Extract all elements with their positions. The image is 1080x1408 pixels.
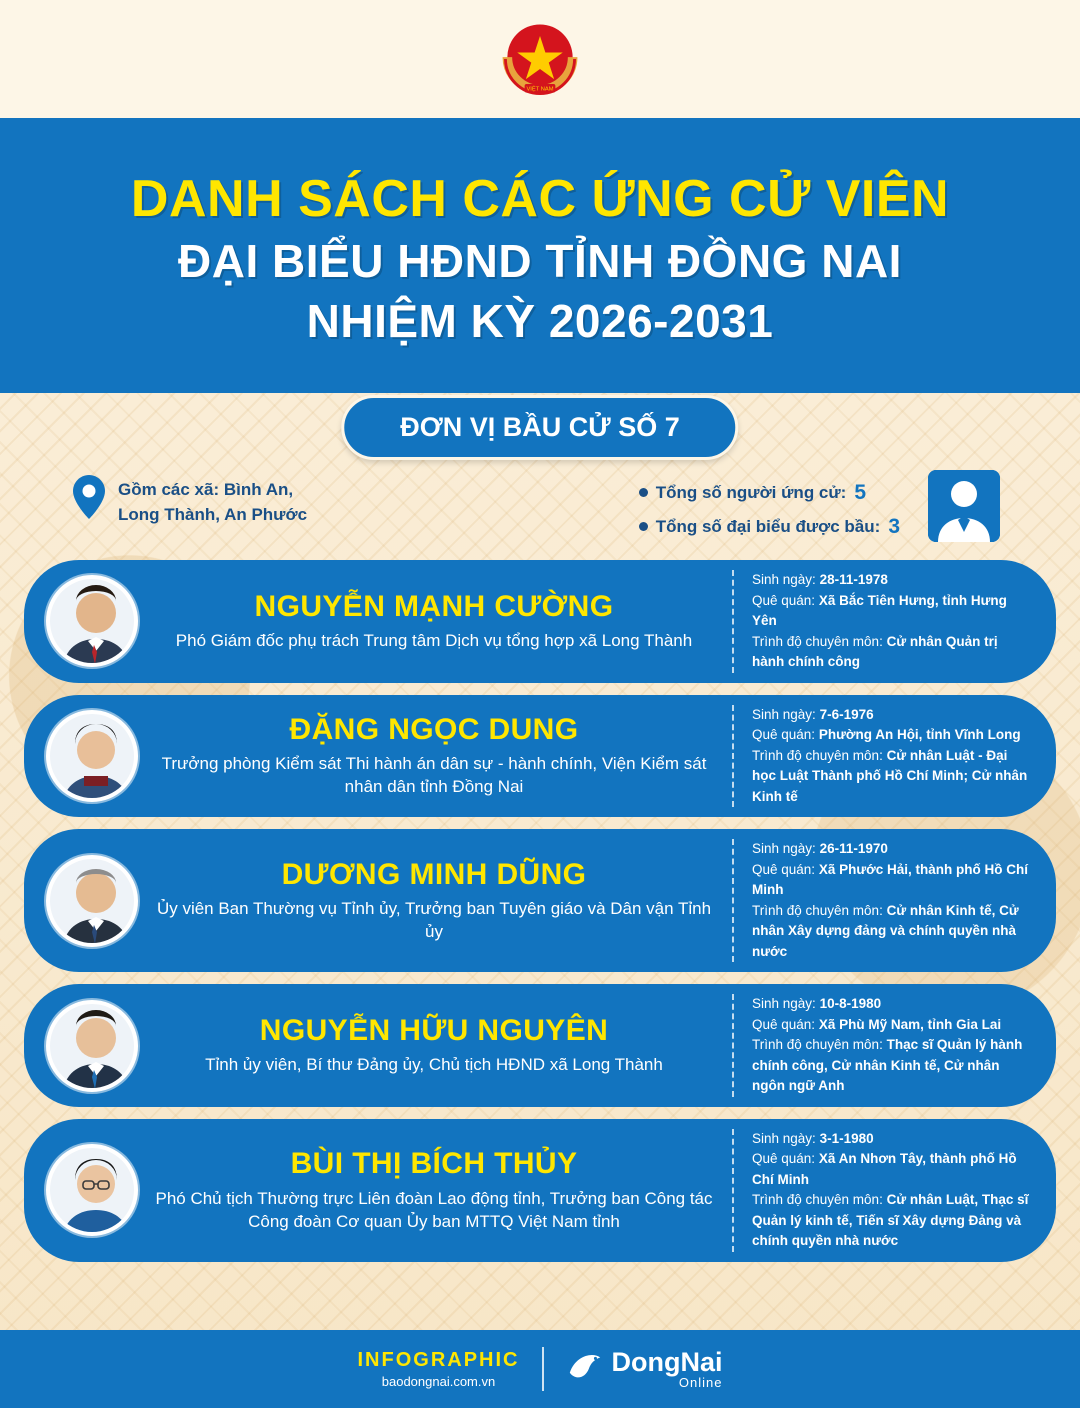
counts-block — [639, 476, 900, 543]
dob-label: Sinh ngày: — [752, 572, 816, 587]
locale-line-2: Long Thành, An Phước — [118, 504, 308, 524]
brand-main: DongNai — [611, 1347, 723, 1377]
brand-text — [612, 1349, 723, 1389]
candidate-name: NGUYỄN MẠNH CƯỜNG — [254, 589, 614, 623]
candidate-info — [732, 839, 1030, 962]
total-elected-label: Tổng số đại biểu được bầu: — [655, 516, 881, 536]
hometown-value: Phường An Hội, tỉnh Vĩnh Long — [818, 727, 1021, 743]
education-label: Trình độ chuyên môn: — [752, 1037, 883, 1053]
candidate-role: Ủy viên Ban Thường vụ Tỉnh ủy, Trưởng ban Tuyên giáo và Dân vận Tỉnh ủy — [156, 899, 712, 941]
candidate-list — [0, 560, 1080, 1274]
hometown-value: Xã Phước Hải, thành phố Hồ Chí Minh — [752, 861, 1028, 898]
education-label: Trình độ chuyên môn: — [752, 747, 883, 763]
hometown-label: Quê quán: — [752, 1016, 816, 1032]
dove-icon — [566, 1348, 604, 1391]
hometown-value: Xã Bắc Tiên Hưng, tỉnh Hưng Yên — [752, 592, 1007, 629]
avatar — [46, 710, 138, 802]
avatar — [46, 855, 138, 947]
candidate-name: DƯƠNG MINH DŨNG — [281, 857, 587, 891]
footer-divider — [542, 1347, 544, 1391]
candidate-info — [732, 570, 1030, 673]
vietnam-national-emblem-icon — [492, 11, 588, 107]
candidate-role: Phó Chủ tịch Thường trực Liên đoàn Lao động tỉnh, Trưởng ban Công tác Công đoàn Cơ quan Ủy ban MTTQ Việt Nam tỉnh — [155, 1188, 713, 1231]
brand-logo — [566, 1348, 723, 1391]
hometown-label: Quê quán: — [752, 861, 816, 877]
dob-label: Sinh ngày: — [752, 996, 816, 1012]
locale-line-1: Gồm các xã: Bình An, — [118, 480, 294, 499]
title-line-2: ĐẠI BIỂU HĐND TỈNH ĐỒNG NAI — [178, 235, 902, 288]
map-pin-icon — [72, 474, 106, 520]
meta-row — [0, 470, 1080, 546]
candidate-main — [152, 858, 732, 944]
candidate-name: NGUYỄN HỮU NGUYÊN — [259, 1013, 609, 1047]
dob-value: 28-11-1978 — [819, 572, 888, 587]
avatar — [46, 575, 138, 667]
candidate-main — [152, 713, 732, 799]
candidate-info — [732, 1129, 1030, 1252]
education-value: Cử nhân Quản trị hành chính công — [752, 633, 998, 670]
hometown-value: Xã Phù Mỹ Nam, tỉnh Gia Lai — [818, 1016, 1002, 1032]
bullet-icon — [639, 488, 648, 497]
dob-label: Sinh ngày: — [752, 706, 816, 722]
candidate-role: Tỉnh ủy viên, Bí thư Đảng ủy, Chủ tịch HĐND xã Long Thành — [205, 1055, 663, 1075]
hometown-label: Quê quán: — [752, 727, 816, 743]
emblem-band — [0, 0, 1080, 118]
locale-block — [72, 474, 307, 527]
title-line-3: NHIỆM KỲ 2026-2031 — [306, 294, 774, 347]
svg-text:VIỆT NAM: VIỆT NAM — [526, 86, 554, 93]
total-candidates-line — [639, 476, 900, 510]
avatar — [46, 1000, 138, 1092]
election-unit-badge: ĐƠN VỊ BẦU CỬ SỐ 7 — [341, 395, 738, 460]
candidate-card[interactable] — [24, 560, 1056, 683]
infographic-label: INFOGRAPHIC — [357, 1349, 520, 1371]
dob-value: 26-11-1970 — [819, 841, 888, 857]
education-label: Trình độ chuyên môn: — [752, 1192, 883, 1208]
candidate-name: BÙI THỊ BÍCH THỦY — [290, 1147, 578, 1181]
person-badge-icon — [928, 470, 1000, 542]
candidate-role: Phó Giám đốc phụ trách Trung tâm Dịch vụ tổng hợp xã Long Thành — [175, 631, 693, 651]
site-url: baodongnai.com.vn — [381, 1374, 496, 1389]
candidate-card[interactable] — [24, 829, 1056, 972]
footer — [0, 1330, 1080, 1408]
brand-sub: Online — [678, 1375, 723, 1390]
candidate-card[interactable] — [24, 984, 1056, 1107]
candidate-name: ĐẶNG NGỌC DUNG — [289, 712, 579, 746]
candidate-role: Trưởng phòng Kiểm sát Thi hành án dân sự - hành chính, Viện Kiểm sát nhân dân tỉnh Đồng Nai — [161, 754, 707, 797]
dob-value: 7-6-1976 — [819, 706, 874, 722]
title-line-1: DANH SÁCH CÁC ỨNG CỬ VIÊN — [130, 169, 950, 228]
footer-infographic-block — [358, 1349, 520, 1389]
hometown-label: Quê quán: — [752, 1151, 816, 1167]
candidate-info — [732, 705, 1030, 808]
candidate-main — [152, 590, 732, 653]
hometown-label: Quê quán: — [752, 592, 816, 608]
dob-value: 10-8-1980 — [819, 996, 882, 1012]
education-label: Trình độ chuyên môn: — [752, 633, 883, 649]
total-candidates-label: Tổng số người ứng cử: — [655, 483, 847, 503]
education-value: Cử nhân Luật, Thạc sĩ Quản lý kinh tế, Tiến sĩ Xây dựng Đảng và chính quyền nhà nước — [752, 1192, 1029, 1249]
title-block — [0, 118, 1080, 393]
total-elected-line — [639, 510, 900, 544]
candidate-main — [152, 1014, 732, 1077]
total-candidates-value: 5 — [854, 481, 867, 504]
candidate-card[interactable] — [24, 695, 1056, 818]
candidate-main — [152, 1147, 732, 1233]
education-value: Cử nhân Luật - Đại học Luật Thành phố Hồ Chí Minh; Cử nhân Kinh tế — [752, 747, 1028, 804]
hometown-value: Xã An Nhơn Tây, thành phố Hồ Chí Minh — [752, 1151, 1017, 1187]
bullet-icon — [639, 522, 648, 531]
candidate-card[interactable] — [24, 1119, 1056, 1262]
education-label: Trình độ chuyên môn: — [752, 902, 883, 918]
education-value: Cử nhân Kinh tế, Cử nhân Xây dựng đảng và chính quyền nhà nước — [752, 902, 1019, 959]
candidate-info — [732, 994, 1030, 1097]
dob-label: Sinh ngày: — [752, 841, 816, 857]
dob-label: Sinh ngày: — [752, 1130, 816, 1146]
avatar — [46, 1144, 138, 1236]
education-value: Thạc sĩ Quản lý hành chính công, Cử nhân Kinh tế, Cử nhân ngôn ngữ Anh — [752, 1037, 1023, 1094]
locale-text — [118, 474, 307, 527]
dob-value: 3-1-1980 — [819, 1130, 874, 1146]
total-elected-value: 3 — [888, 514, 900, 538]
